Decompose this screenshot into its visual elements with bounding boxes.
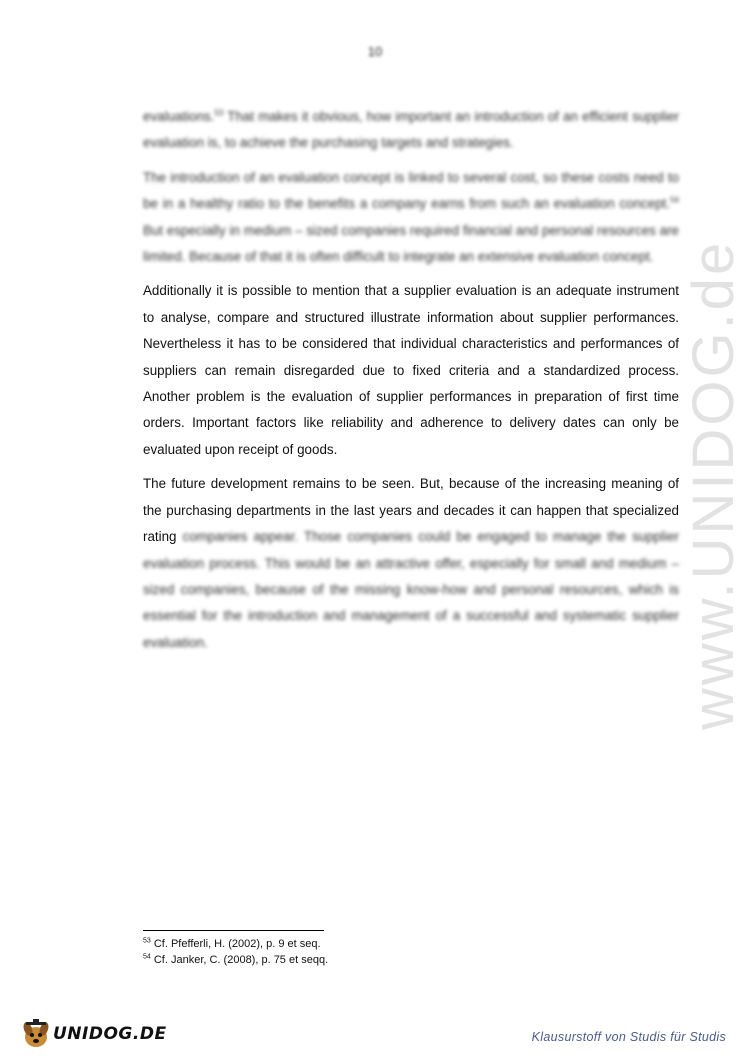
dog-mascot-icon (22, 1019, 50, 1049)
paragraph-blurred-1: evaluations.$^{53}$ That makes it obvious, how important an introduction of an efficient supplier evaluation is, to achieve the purchasing targets and strategies. (143, 108, 679, 151)
tagline: Klausurstoff von Studis für Studis (531, 1030, 726, 1044)
document-body (143, 104, 679, 656)
footnotes (143, 936, 328, 968)
footnote-ref-54: 54 (670, 195, 679, 205)
watermark: www.UNIDOG.de (681, 239, 746, 730)
footnote-53: $^{53}$ Cf. Pfefferli, H. (2002), p. 9 et seq. (143, 937, 321, 950)
footnote-54: $^{54}$ Cf. Janker, C. (2008), p. 75 et seqq. (143, 953, 329, 966)
footnote-ref-53: 53 (214, 108, 224, 118)
page-number: 10 (367, 44, 383, 59)
footnote-separator (143, 930, 324, 931)
paragraph-future-development: The future development remains to be seen. But, because of the increasing meaning of the purchasing departments in the last years and decades it can happen that specialized rating companies appear. Those companies could be engaged to manage the supplier evaluation process. This would be an attractive offer, especially for small and medium – sized companies, because of the missing know-how and personal resources, which is essential for the introduction and management of a successful and systematic supplier evaluation. (143, 476, 679, 650)
paragraph-additionally: Additionally it is possible to mention that a supplier evaluation is an adequate instrument to analyse, compare and structured illustrate information about supplier performances. Nevertheless it has to be considered that individual characteristics and performances of suppliers can remain disregarded due to fixed criteria and a standardized process. Another problem is the evaluation of supplier performances in preparation of first time orders. Important factors like reliability and adherence to delivery dates can only be evaluated upon receipt of goods. (143, 283, 679, 457)
logo-text: UNIDOG.DE (53, 1024, 167, 1044)
paragraph-blurred-2: The introduction of an evaluation concept is linked to several cost, so these costs need to be in a healthy ratio to the benefits a company earns from such an evaluation concept.$^{54}$ But especially in medium – sized companies required financial and personal resources are limited. Because of that it is often difficult to integrate an extensive evaluation concept. (143, 169, 679, 265)
unidog-logo (22, 1018, 167, 1050)
